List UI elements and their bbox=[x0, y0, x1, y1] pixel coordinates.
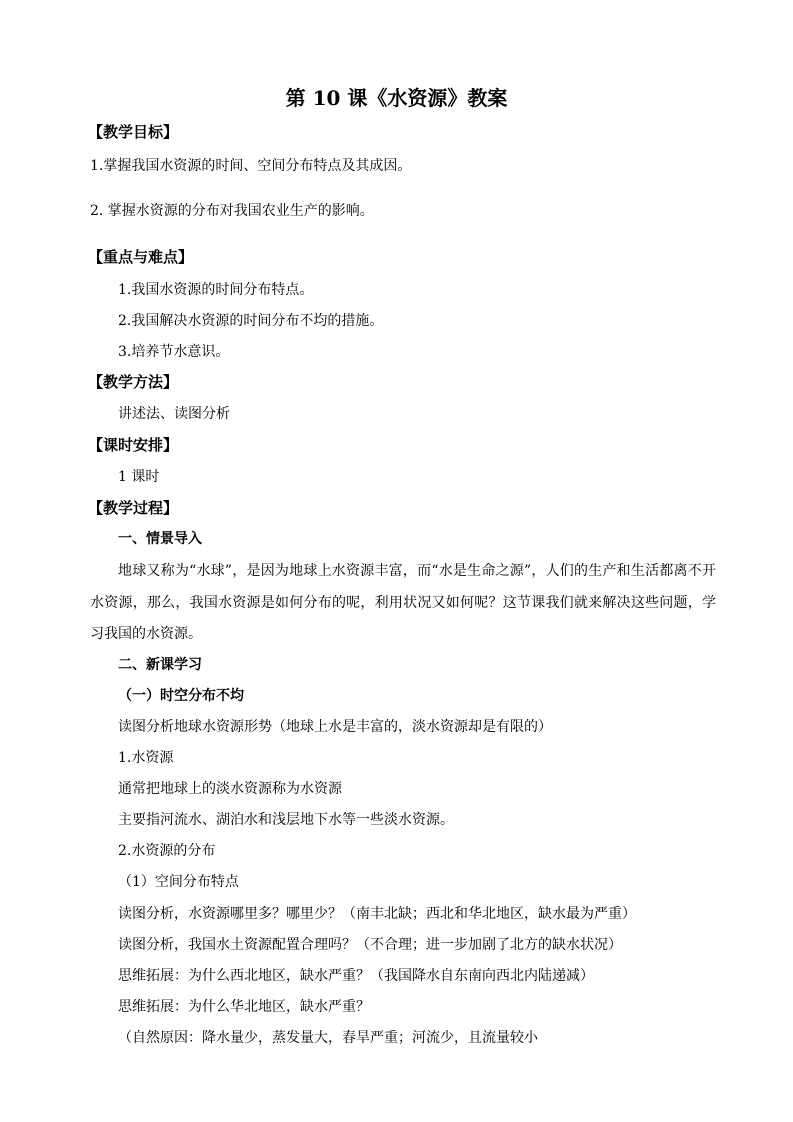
key-point-3: 3.培养节水意识。 bbox=[118, 344, 230, 360]
key-point-2: 2.我国解决水资源的时间分布不均的措施。 bbox=[118, 313, 384, 329]
key-point-1: 1.我国水资源的时间分布特点。 bbox=[118, 282, 314, 298]
body-line-4: 主要指河流水、湖泊水和浅层地下水等一些淡水资源。 bbox=[118, 812, 454, 828]
body-line-8: 读图分析，我国水土资源配置合理吗？（不合理；进一步加剧了北方的缺水状况） bbox=[118, 937, 622, 953]
method-text: 讲述法、读图分析 bbox=[118, 406, 230, 422]
body-line-2: 1.水资源 bbox=[118, 750, 174, 766]
key-points-heading: 【重点与难点】 bbox=[88, 248, 194, 266]
goal-item-2: 2. 掌握水资源的分布对我国农业生产的影响。 bbox=[90, 203, 374, 219]
body-line-1: 读图分析地球水资源形势（地球上水是丰富的，淡水资源却是有限的） bbox=[118, 719, 552, 735]
document-title: 第 10 课《水资源》教案 bbox=[285, 86, 508, 110]
schedule-text: 1 课时 bbox=[118, 469, 160, 485]
body-line-5: 2.水资源的分布 bbox=[118, 843, 216, 859]
body-line-11: （自然原因：降水量少，蒸发量大，春旱严重；河流少，且流量较小 bbox=[118, 1030, 538, 1046]
process-heading: 【教学过程】 bbox=[88, 499, 179, 517]
body-line-7: 读图分析，水资源哪里多？哪里少？（南丰北缺；西北和华北地区，缺水最为严重） bbox=[118, 906, 636, 922]
goals-heading: 【教学目标】 bbox=[88, 123, 179, 141]
body-line-6: （1）空间分布特点 bbox=[118, 874, 239, 890]
subsection1-heading: （一）时空分布不均 bbox=[118, 688, 244, 704]
method-heading: 【教学方法】 bbox=[88, 373, 179, 391]
body-line-10: 思维拓展：为什么华北地区，缺水严重？ bbox=[118, 999, 370, 1015]
body-line-3: 通常把地球上的淡水资源称为水资源 bbox=[118, 781, 342, 797]
part1-heading: 一、情景导入 bbox=[118, 531, 202, 547]
part2-heading: 二、新课学习 bbox=[118, 657, 202, 673]
schedule-heading: 【课时安排】 bbox=[88, 436, 179, 454]
body-line-9: 思维拓展：为什么西北地区，缺水严重？（我国降水自东南向西北内陆递减） bbox=[118, 968, 594, 984]
goal-item-1: 1.掌握我国水资源的时间、空间分布特点及其成因。 bbox=[90, 158, 412, 174]
intro-paragraph: 地球又称为“水球”，是因为地球上水资源丰富，而“水是生命之源”，人们的生产和生活都离不开水资源，那么，我国水资源是如何分布的呢，利用状况又如何呢？这节课我们就来解决这些问题，学习我国的水资源。 bbox=[90, 563, 716, 642]
